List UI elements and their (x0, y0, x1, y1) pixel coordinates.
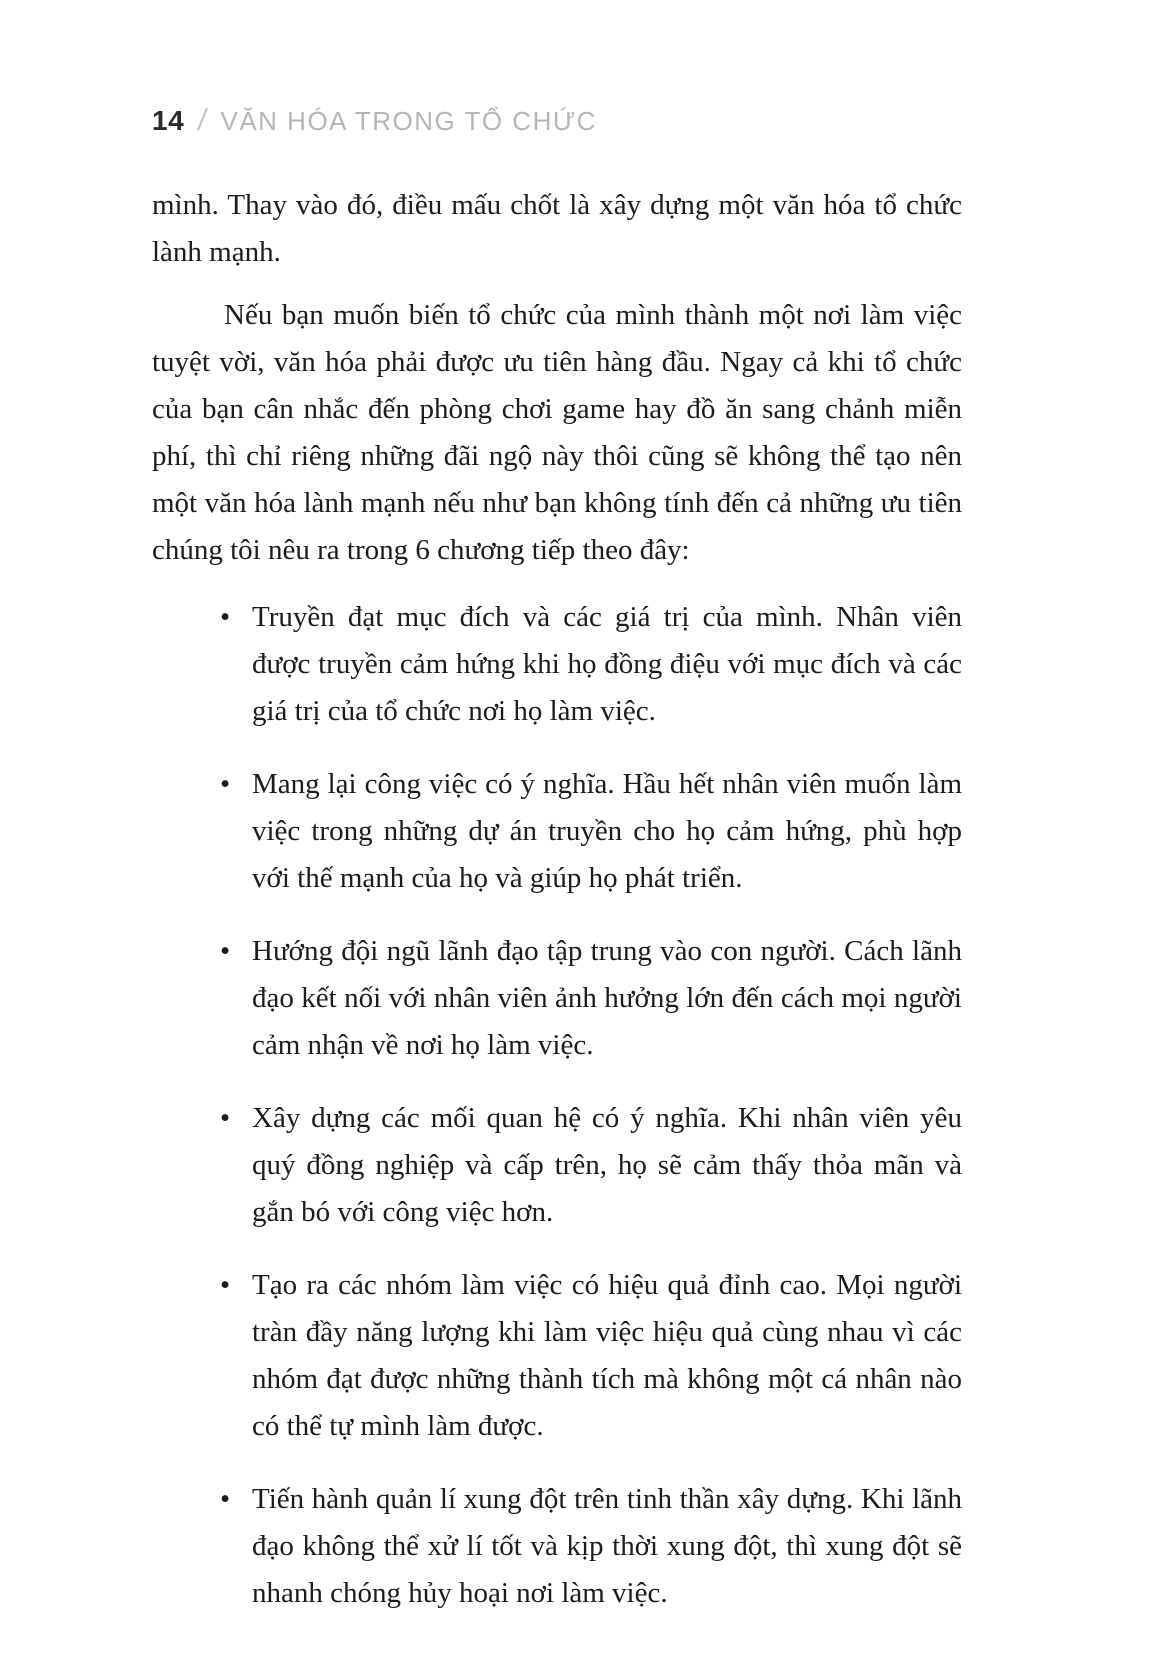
priority-bullet-list (152, 594, 962, 1617)
bullet-dot-icon: • (220, 768, 231, 800)
bullet-dot-icon: • (220, 1269, 231, 1301)
bullet-text: Tiến hành quản lí xung đột trên tinh thần xây dựng. Khi lãnh đạo không thể xử lí tốt và kịp thời xung đột, thì xung đột sẽ nhanh chóng hủy hoại nơi làm việc. (252, 1483, 962, 1609)
bullet-dot-icon: • (220, 1483, 231, 1515)
list-item (220, 1095, 962, 1236)
list-item (220, 761, 962, 902)
paragraph-intro: Nếu bạn muốn biến tổ chức của mình thành một nơi làm việc tuyệt vời, văn hóa phải được ưu tiên hàng đầu. Ngay cả khi tổ chức của bạn cân nhắc đến phòng chơi game hay đồ ăn sang chảnh miễn phí, thì chỉ riêng những đãi ngộ này thôi cũng sẽ không thể tạo nên một văn hóa lành mạnh nếu như bạn không tính đến cả những ưu tiên chúng tôi nêu ra trong 6 chương tiếp theo đây: (152, 299, 962, 566)
paragraph-continued: mình. Thay vào đó, điều mấu chốt là xây dựng một văn hóa tổ chức lành mạnh. (152, 189, 962, 268)
list-item (220, 1476, 962, 1617)
bullet-dot-icon: • (220, 601, 231, 633)
bullet-text: Truyền đạt mục đích và các giá trị của mình. Nhân viên được truyền cảm hứng khi họ đồng điệu với mục đích và các giá trị của tổ chức nơi họ làm việc. (252, 601, 962, 727)
bullet-text: Tạo ra các nhóm làm việc có hiệu quả đỉnh cao. Mọi người tràn đầy năng lượng khi làm việc hiệu quả cùng nhau vì các nhóm đạt được những thành tích mà không một cá nhân nào có thể tự mình làm được. (252, 1269, 962, 1442)
list-item (220, 1262, 962, 1450)
page-number: 14 (152, 105, 185, 136)
bullet-dot-icon: • (220, 935, 231, 967)
running-header (152, 104, 962, 138)
list-item (220, 928, 962, 1069)
header-slash-separator: / (195, 104, 209, 137)
running-title: VĂN HÓA TRONG TỔ CHỨC (220, 106, 597, 136)
bullet-text: Hướng đội ngũ lãnh đạo tập trung vào con người. Cách lãnh đạo kết nối với nhân viên ảnh hưởng lớn đến cách mọi người cảm nhận về nơi họ làm việc. (252, 935, 962, 1061)
bullet-text: Mang lại công việc có ý nghĩa. Hầu hết nhân viên muốn làm việc trong những dự án truyền cho họ cảm hứng, phù hợp với thế mạnh của họ và giúp họ phát triển. (252, 768, 962, 894)
list-item (220, 594, 962, 735)
body-text-block (152, 182, 962, 1617)
bullet-dot-icon: • (220, 1102, 231, 1134)
bullet-text: Xây dựng các mối quan hệ có ý nghĩa. Khi nhân viên yêu quý đồng nghiệp và cấp trên, họ sẽ cảm thấy thỏa mãn và gắn bó với công việc hơn. (252, 1102, 962, 1228)
